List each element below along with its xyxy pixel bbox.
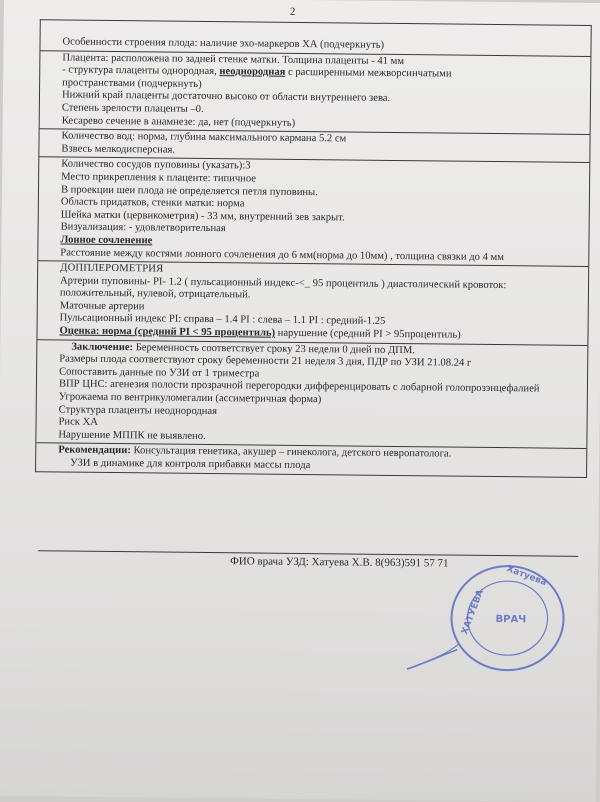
cord-line: Количество сосудов пуповины (указать):3 bbox=[61, 158, 251, 172]
section-placenta bbox=[40, 51, 591, 135]
report-table bbox=[35, 19, 592, 477]
cord-line: Визуализация: - удовлетворительная bbox=[60, 221, 226, 235]
recommendations-line: УЗИ в динамике для контроля прибавки массы плода bbox=[70, 457, 311, 472]
cord-line: Шейка матки (цервикометрия) - 33 мм, внутренний зев закрыт. bbox=[60, 209, 345, 224]
section-doppler bbox=[37, 261, 588, 345]
conclusion-line: Риск ХА bbox=[58, 416, 98, 429]
stamp-text: ХАТУЕВА bbox=[460, 588, 486, 636]
features-text: Особенности строения плода: наличие эхо-маркеров ХА (подчеркнуть) bbox=[62, 36, 385, 51]
conclusion-line: Сопоставить данные по УЗИ от 1 триместра bbox=[59, 366, 260, 380]
pubic-symphysis-heading: Лонное сочленение bbox=[60, 234, 153, 247]
waters-line: Взвесь мелкодисперсная. bbox=[61, 143, 176, 156]
svg-text:Хатуева: Хатуева bbox=[505, 564, 548, 589]
text: с расширенными межворсинчатыми bbox=[285, 66, 452, 80]
cord-line: Расстояние между костями лонного сочленения до 6 мм(норма до 10мм) , толщина связки до 4 мм bbox=[60, 246, 505, 263]
conclusion-line: Беременность соответствует сроку 23 недели 0 дней по ДПМ. bbox=[133, 341, 415, 356]
conclusion-line: Структура плаценты неоднородная bbox=[58, 404, 218, 417]
placenta-line: Кесарево сечение в анамнезе: да, нет (подчеркнуть) bbox=[61, 115, 296, 129]
cord-line: В проекции шеи плода не определяется петля пуповины. bbox=[60, 183, 318, 198]
conclusion-line: Угрожаема по вентрикуломегалии (ассиметричная форма) bbox=[58, 391, 322, 406]
assessment-abnormal: нарушение (средний PI > 95процентиль) bbox=[274, 327, 461, 341]
section-cord bbox=[38, 158, 589, 268]
section-recommendations bbox=[36, 444, 586, 478]
doppler-line: Маточные артерии bbox=[59, 300, 145, 313]
doctor-stamp bbox=[397, 557, 578, 689]
conclusion-line: Размеры плода соответствуют сроку беременности 21 неделя 3 дня, ПДР по УЗИ 21.08.24 г bbox=[59, 353, 472, 370]
conclusion-line: Нарушение МППК не выявлено. bbox=[58, 429, 206, 442]
waters-line: Количество вод: норма, глубина максимального кармана 5.2 см bbox=[61, 130, 347, 145]
assessment-normal: Оценка: норма (средний PI < 95 процентиль) bbox=[59, 325, 276, 339]
underlined-text: неоднородная bbox=[219, 66, 286, 78]
cord-line: Место прикрепления к плаценте: типичное bbox=[61, 171, 257, 185]
recommendations-line: Консультация генетика, акушер – гинеколога, детского невропатолога. bbox=[130, 445, 452, 460]
page-number: 2 bbox=[289, 5, 296, 18]
placenta-line: Нижний край плаценты достаточно высоко от области внутреннего зева. bbox=[61, 89, 391, 105]
section-conclusion bbox=[36, 340, 587, 450]
svg-text:ВРАЧ: ВРАЧ bbox=[495, 614, 527, 626]
doppler-line: Артерии пуповины- PI- 1.2 ( пульсационный индекс-<_ 95 процентиль ) диастолический кровоток: положительный, нулевой, отрицательный. bbox=[59, 275, 507, 301]
conclusion-label: Заключение: bbox=[71, 341, 134, 353]
doctor-name: ФИО врача УЗД: Хатуева Х.В. 8(963)591 57 71 bbox=[230, 555, 449, 570]
cord-line: Область придатков, стенки матки: норма bbox=[60, 196, 245, 210]
text: - структура плаценты однородная, bbox=[62, 64, 220, 78]
conclusion-line: ВПР ЦНС: агенезия полости прозрачной перегородки дифференцировать с лобарной голопрозэнцефалией bbox=[58, 378, 540, 395]
recommendations-label: Рекомендации: bbox=[58, 444, 131, 457]
doppler-line: Пульсационный индекс PI: справа – 1.4 PI : слева – 1.1 PI : средний-1.25 bbox=[59, 312, 386, 328]
placenta-line: Плацента: расположена по задней стенке матки. Толщина плаценты - 41 мм bbox=[62, 52, 405, 67]
placenta-line: пространствами (подчеркнуть) bbox=[62, 77, 202, 90]
doppler-title: ДОППЛЕРОМЕТРИЯ bbox=[60, 262, 164, 275]
placenta-line: Степень зрелости плаценты –0. bbox=[61, 102, 204, 115]
